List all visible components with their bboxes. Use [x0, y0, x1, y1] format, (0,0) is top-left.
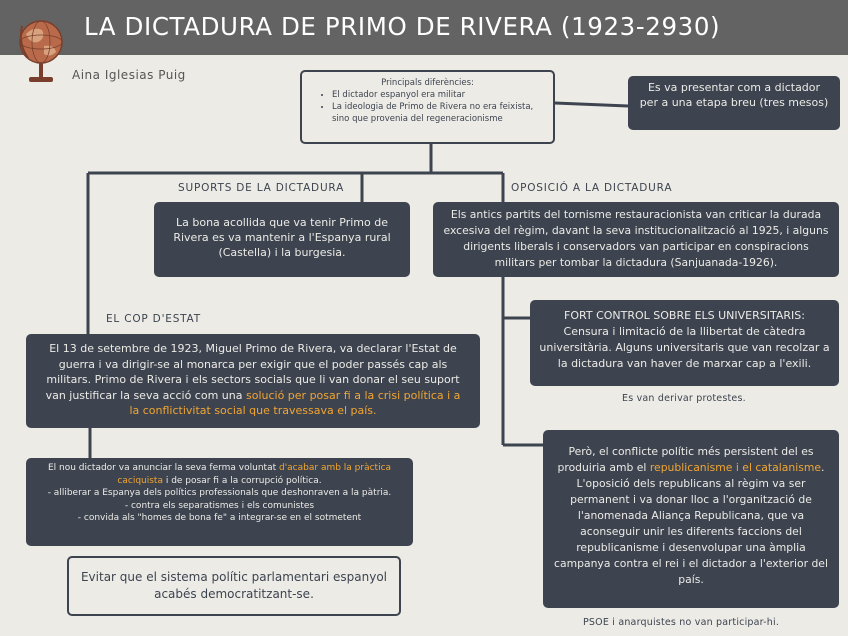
page-title: LA DICTADURA DE PRIMO DE RIVERA (1923-2930) — [84, 12, 721, 41]
fort-control-text: Censura i limitació de la llibertat de càtedra universitària. Alguns universitaris que van recolzar a la dictadura van haver de marxar cap a l'exili. — [539, 325, 830, 370]
dictador-highlight: d'acabar amb la pràctica caciquista — [117, 463, 392, 486]
list-item: • El dictador espanyol era militar — [332, 89, 545, 101]
dictador-intro: El nou dictador va anunciar la seva ferma voluntat — [47, 463, 279, 473]
differences-box — [300, 70, 555, 144]
differences-title: Principals diferències: — [381, 78, 474, 88]
cop-highlight: solució per posar fi a la crisi política i a la conflictivitat social que travessava el país. — [129, 388, 461, 417]
protestes-note: Es van derivar protestes. — [622, 393, 746, 404]
dictador-box — [26, 458, 413, 546]
psoe-note: PSOE i anarquistes no van participar-hi. — [583, 617, 780, 628]
pero-intro: Però, el conflicte polític més persistent del es produiria amb el — [557, 445, 814, 474]
evitar-box: Evitar que el sistema polític parlamentari espanyol acabés democratitzant-se. — [67, 556, 401, 616]
cop-label: EL COP D'ESTAT — [106, 313, 201, 325]
pero-highlight: republicanisme i el catalanisme — [649, 461, 822, 474]
suports-label: SUPORTS DE LA DICTADURA — [178, 182, 345, 194]
dictador-line: - convida als "homes de bona fe" a integrar-se en el sotmetent — [77, 513, 362, 523]
cop-text: El 13 de setembre de 1923, Miguel Primo de Rivera, va declarar l'Estat de guerra i va dirigir-se al monarca per exigir que el poder passés cap als militars. Primo de Rivera i els sectors socials que li van donar el seu suport van justificar la seva acció com una — [45, 342, 460, 402]
presentar-box: Es va presentar com a dictador per a una etapa breu (tres mesos) — [628, 76, 840, 130]
differences-list — [310, 89, 545, 125]
fort-control-box — [530, 300, 839, 386]
fort-control-title: FORT CONTROL SOBRE ELS UNIVERSITARIS: — [564, 309, 805, 322]
cop-estat-box — [26, 334, 480, 428]
oposicio-box: Els antics partits del tornisme restauracionista van criticar la durada excesiva del règim, davant la seva institucionalització al 1925, i alguns dirigents liberals i conservadors van participar en conspiracions militars per tombar la dictadura (Sanjuanada-1926). — [433, 202, 839, 277]
dictador-line: - contra els separatismes i els comunistes — [124, 500, 315, 511]
author-name: Aina Iglesias Puig — [72, 68, 186, 82]
dictador-rest: i de posar fi a la corrupció política. — [162, 475, 322, 486]
oposicio-label: OPOSICIÓ A LA DICTADURA — [511, 182, 673, 194]
pero-rest: . L'oposició dels republicans al règim va ser permanent i va donar lloc a l'organització de l'anomenada Aliança Republicana, que va aconseguir unir les diferents faccions del republicanisme i desenvolupar una àmplia campanya contra el rei i el dictador a l'exterior del país. — [554, 461, 828, 586]
republicanisme-box — [543, 430, 839, 608]
dictador-line: - alliberar a Espanya dels polítics professionals que deshonraven a la pàtria. — [47, 488, 392, 498]
list-item: • La ideologia de Primo de Rivera no era feixista, sino que provenia del regeneracionisme — [332, 101, 545, 125]
suports-box: La bona acollida que va tenir Primo de Rivera es va mantenir a l'Espanya rural (Castella) i la burgesia. — [154, 202, 410, 277]
